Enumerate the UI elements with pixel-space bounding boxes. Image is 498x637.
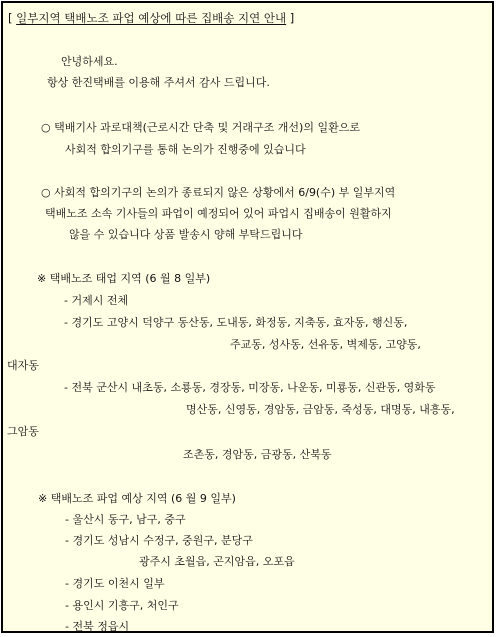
- bullet-circle-icon: ○: [41, 186, 51, 199]
- area-item-continued: 광주시 초월읍, 곤지암읍, 오포읍: [139, 555, 295, 568]
- area-item: - 울산시 동구, 남구, 중구: [65, 513, 186, 526]
- area-item-continued: 명산동, 신영동, 경암동, 금암동, 죽성동, 대명동, 내흥동,: [186, 403, 455, 416]
- section-heading: ※ 택배노조 파업 예상 지역 (6 월 9 일부): [38, 492, 236, 505]
- title-bracket-close: ]: [286, 11, 295, 25]
- area-item: - 경기도 고양시 덕양구 동산동, 도내동, 화정동, 지축동, 효자동, 행신동,: [64, 316, 408, 329]
- title-bracket-open: [: [8, 11, 17, 25]
- area-item: - 경기도 이천시 일부: [65, 577, 165, 590]
- notice-text: 택배노조 소속 기사들의 파업이 예정되어 있어 파업시 집배송이 원활하지: [45, 207, 392, 220]
- section-heading: ※ 택배노조 태업 지역 (6 월 8 일부): [37, 272, 211, 285]
- area-item-continued: 대자동: [7, 359, 39, 372]
- notice-title: [8, 12, 294, 25]
- area-item: - 용인시 기흥구, 처인구: [65, 599, 179, 612]
- greeting-line: 안녕하세요.: [61, 55, 118, 68]
- notice-text: 사회적 합의기구의 논의가 종료되지 않은 상황에서 6/9(수) 부 일부지역: [54, 186, 396, 199]
- area-item: - 전북 정읍시: [65, 620, 130, 633]
- area-item-continued: 조촌동, 경암동, 금광동, 산북동: [183, 448, 332, 461]
- bullet-circle-icon: ○: [41, 121, 51, 134]
- notice-item: [41, 121, 360, 134]
- notice-text: 택배기사 과로대책(근로시간 단축 및 거래구조 개선)의 일환으로: [54, 121, 360, 134]
- area-item-continued: 주교동, 성사동, 선유동, 벽제동, 고양동,: [230, 338, 421, 351]
- greeting-line: 항상 한진택배를 이용해 주셔서 감사 드립니다.: [47, 76, 270, 89]
- area-item: - 거제시 전체: [64, 294, 129, 307]
- area-item-continued: 그암동: [7, 425, 39, 438]
- notice-box: [1, 1, 494, 633]
- title-text: 일부지역 택배노조 파업 예상에 따른 집배송 지연 안내: [16, 11, 287, 25]
- area-item: - 전북 군산시 내초동, 소룡동, 경장동, 미장동, 나운동, 미룡동, 신관동, 영화동: [64, 381, 436, 394]
- notice-text: 사회적 합의기구를 통해 논의가 진행중에 있습니다: [65, 143, 306, 156]
- area-item: - 경기도 성남시 수정구, 중원구, 분당구: [65, 534, 253, 547]
- notice-item: [41, 186, 395, 199]
- notice-text: 않을 수 있습니다 상품 발송시 양해 부탁드립니다: [69, 228, 303, 241]
